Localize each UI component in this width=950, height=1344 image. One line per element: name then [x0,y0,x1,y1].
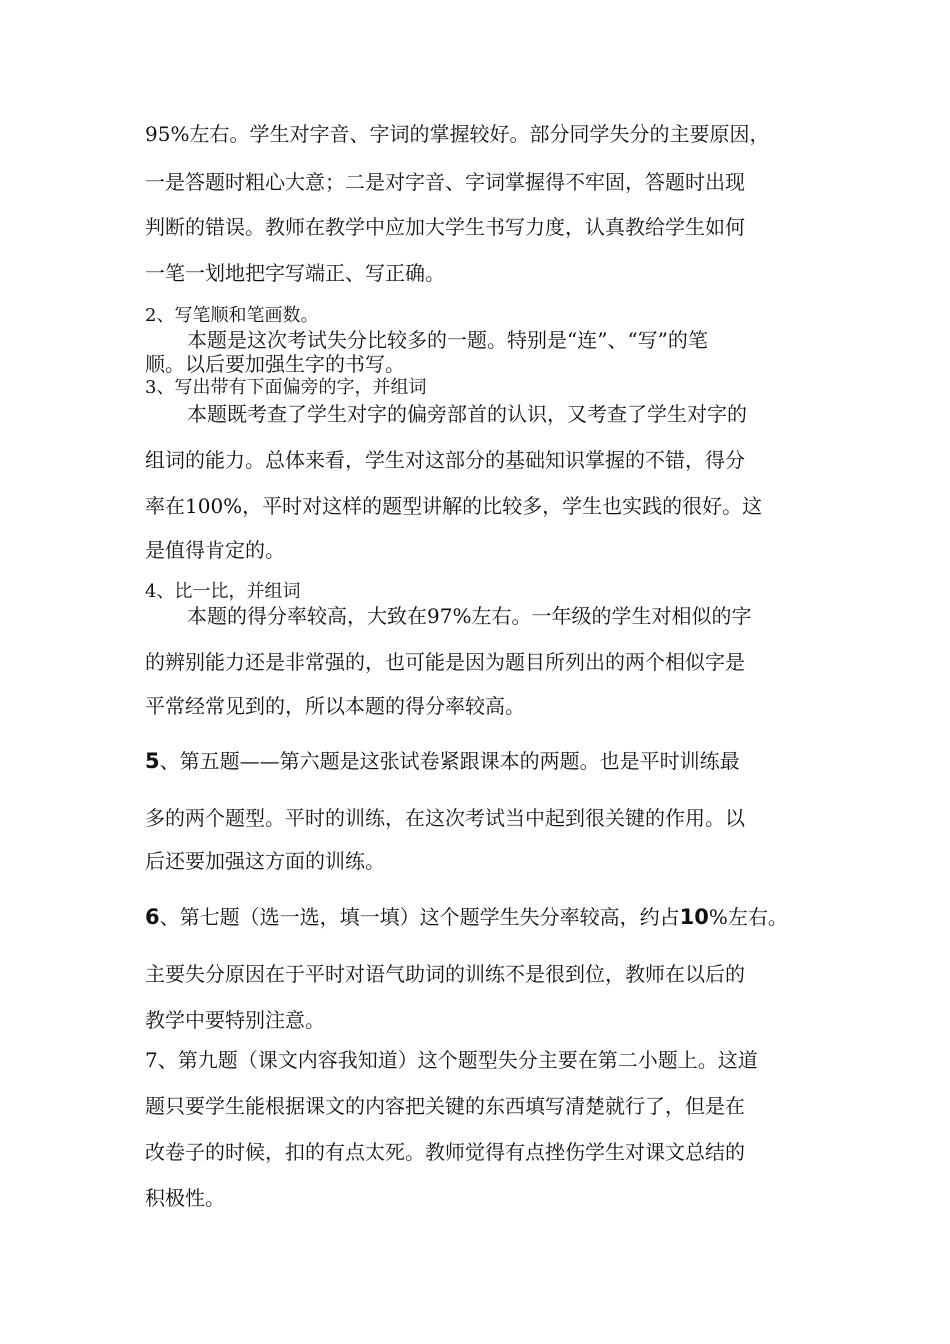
section-7-line-3: 改卷子的时候，扣的有点太死。教师觉得有点挫伤学生对课文总结的 [145,1140,745,1164]
section-4-line-1: 本题的得分率较高，大致在97%左右。一年级的学生对相似的字 [187,604,752,628]
paragraph-1-line-2: 一是答题时粗心大意；二是对字音、字词掌握得不牢固，答题时出现 [145,170,745,194]
section-2-line-2: 顺。以后要加强生字的书写。 [145,352,405,376]
section-4-line-3: 平常经常见到的，所以本题的得分率较高。 [145,694,525,718]
section-7-line-2: 题只要学生能根据课文的内容把关键的东西填写清楚就行了，但是在 [145,1094,745,1118]
section-5-line-3: 后还要加强这方面的训练。 [145,849,385,873]
section-6-number: 6 [145,905,160,929]
section-3-line-3: 率在100%，平时对这样的题型讲解的比较多，学生也实践的很好。这 [145,494,763,518]
section-4-line-2: 的辨别能力还是非常强的，也可能是因为题目所列出的两个相似字是 [145,650,745,674]
section-6-line-2: 主要失分原因在于平时对语气助词的训练不是很到位，教师在以后的 [145,962,745,986]
paragraph-1-line-1: 95%左右。学生对字音、字词的掌握较好。部分同学失分的主要原因， [145,122,770,146]
paragraph-1-line-4: 一笔一划地把字写端正、写正确。 [145,261,445,285]
section-7-line-1: 7、第九题（课文内容我知道）这个题型失分主要在第二小题上。这道 [145,1048,758,1072]
section-6-line-3: 教学中要特别注意。 [145,1008,325,1032]
section-3-line-1: 本题既考查了学生对字的偏旁部首的认识，又考查了学生对字的 [187,402,747,426]
section-6-percent-number: 10 [679,905,709,929]
section-3-line-4: 是值得肯定的。 [145,538,285,562]
section-6-line-1-text: 、第七题（选一选，填一填）这个题学生失分率较高，约占 [159,905,680,929]
section-4-heading: 4、比一比，并组词 [145,581,301,602]
section-5-line-2: 多的两个题型。平时的训练，在这次考试当中起到很关键的作用。以 [145,806,745,830]
section-5-line-1-text: 、第五题——第六题是这张试卷紧跟课本的两题。也是平时训练最 [159,749,740,773]
section-7-line-4: 积极性。 [145,1186,225,1210]
section-5-line-1 [145,749,740,773]
section-3-line-2: 组词的能力。总体来看，学生对这部分的基础知识掌握的不错，得分 [145,448,745,472]
section-6-line-1 [145,905,788,929]
section-2-heading: 2、写笔顺和笔画数。 [145,305,319,326]
section-2-line-1: 本题是这次考试失分比较多的一题。特别是“连”、“写”的笔 [187,328,708,352]
paragraph-1-line-3: 判断的错误。教师在教学中应加大学生书写力度，认真教给学生如何 [145,215,745,239]
section-6-line-1-end: %左右。 [708,905,788,929]
section-3-heading: 3、写出带有下面偏旁的字，并组词 [145,377,427,398]
section-5-number: 5 [145,749,160,773]
